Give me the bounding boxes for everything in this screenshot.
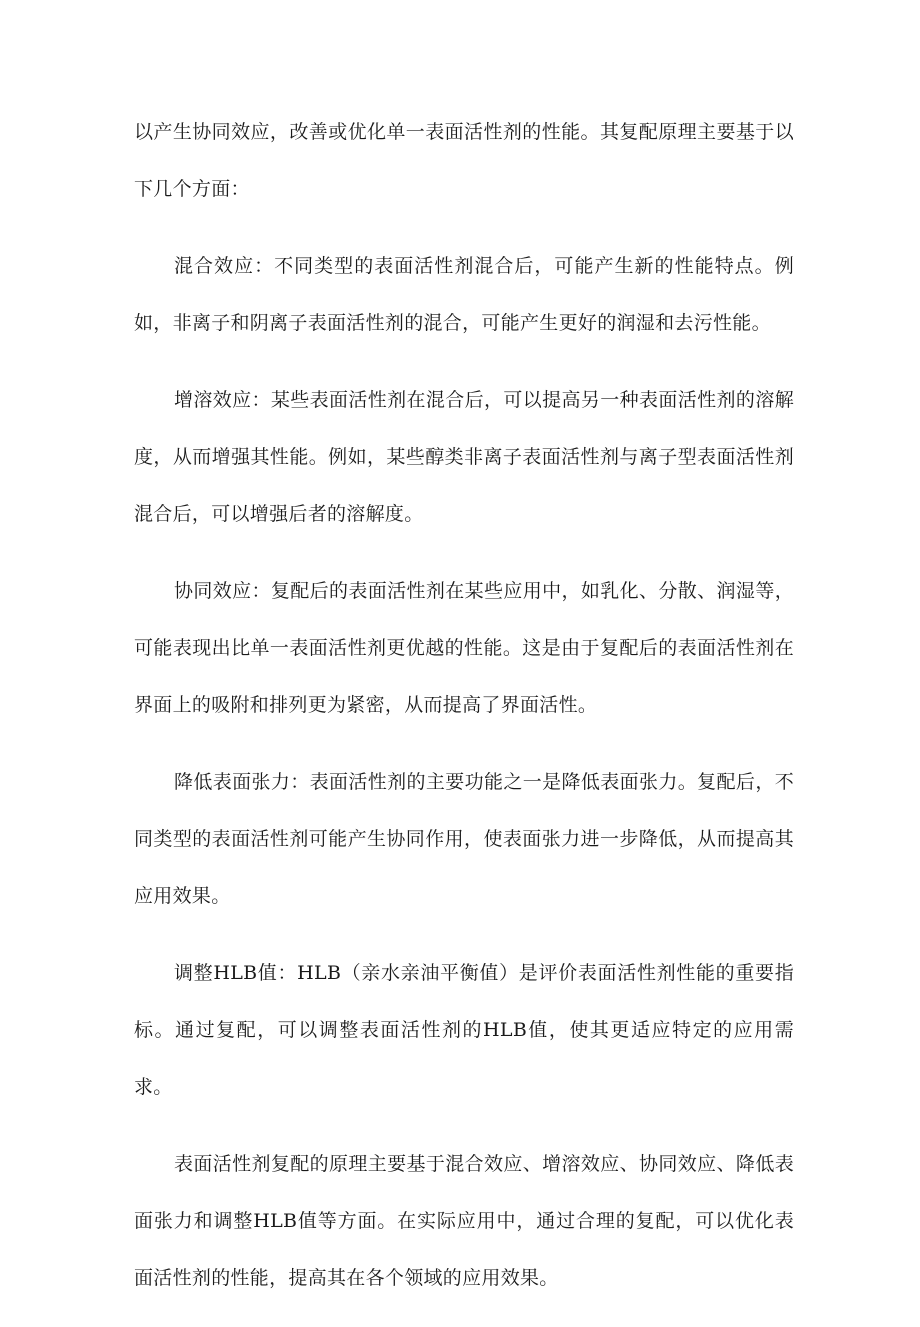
- paragraph-synergistic-effect: 协同效应：复配后的表面活性剂在某些应用中，如乳化、分散、润湿等，可能表现出比单一表面活性剂更优越的性能。这是由于复配后的表面活性剂在界面上的吸附和排列更为紧密，从而提高了界面活性。: [134, 580, 794, 716]
- paragraph-hlb-adjustment: 调整HLB值：HLB（亲水亲油平衡值）是评价表面活性剂性能的重要指标。通过复配，可以调整表面活性剂的HLB值，使其更适应特定的应用需求。: [134, 962, 794, 1098]
- paragraph-mixing-effect: 混合效应：不同类型的表面活性剂混合后，可能产生新的性能特点。例如，非离子和阴离子表面活性剂的混合，可能产生更好的润湿和去污性能。: [134, 255, 794, 334]
- paragraph-summary: 表面活性剂复配的原理主要基于混合效应、增溶效应、协同效应、降低表面张力和调整HLB值等方面。在实际应用中，通过合理的复配，可以优化表面活性剂的性能，提高其在各个领域的应用效果。: [134, 1153, 794, 1289]
- paragraph-solubilization-effect: 增溶效应：某些表面活性剂在混合后，可以提高另一种表面活性剂的溶解度，从而增强其性能。例如，某些醇类非离子表面活性剂与离子型表面活性剂混合后，可以增强后者的溶解度。: [134, 389, 794, 525]
- paragraph-surface-tension: 降低表面张力：表面活性剂的主要功能之一是降低表面张力。复配后，不同类型的表面活性剂可能产生协同作用，使表面张力进一步降低，从而提高其应用效果。: [134, 771, 794, 907]
- document-page: [134, 104, 794, 1327]
- paragraph-intro-continuation: 以产生协同效应，改善或优化单一表面活性剂的性能。其复配原理主要基于以下几个方面：: [134, 121, 794, 200]
